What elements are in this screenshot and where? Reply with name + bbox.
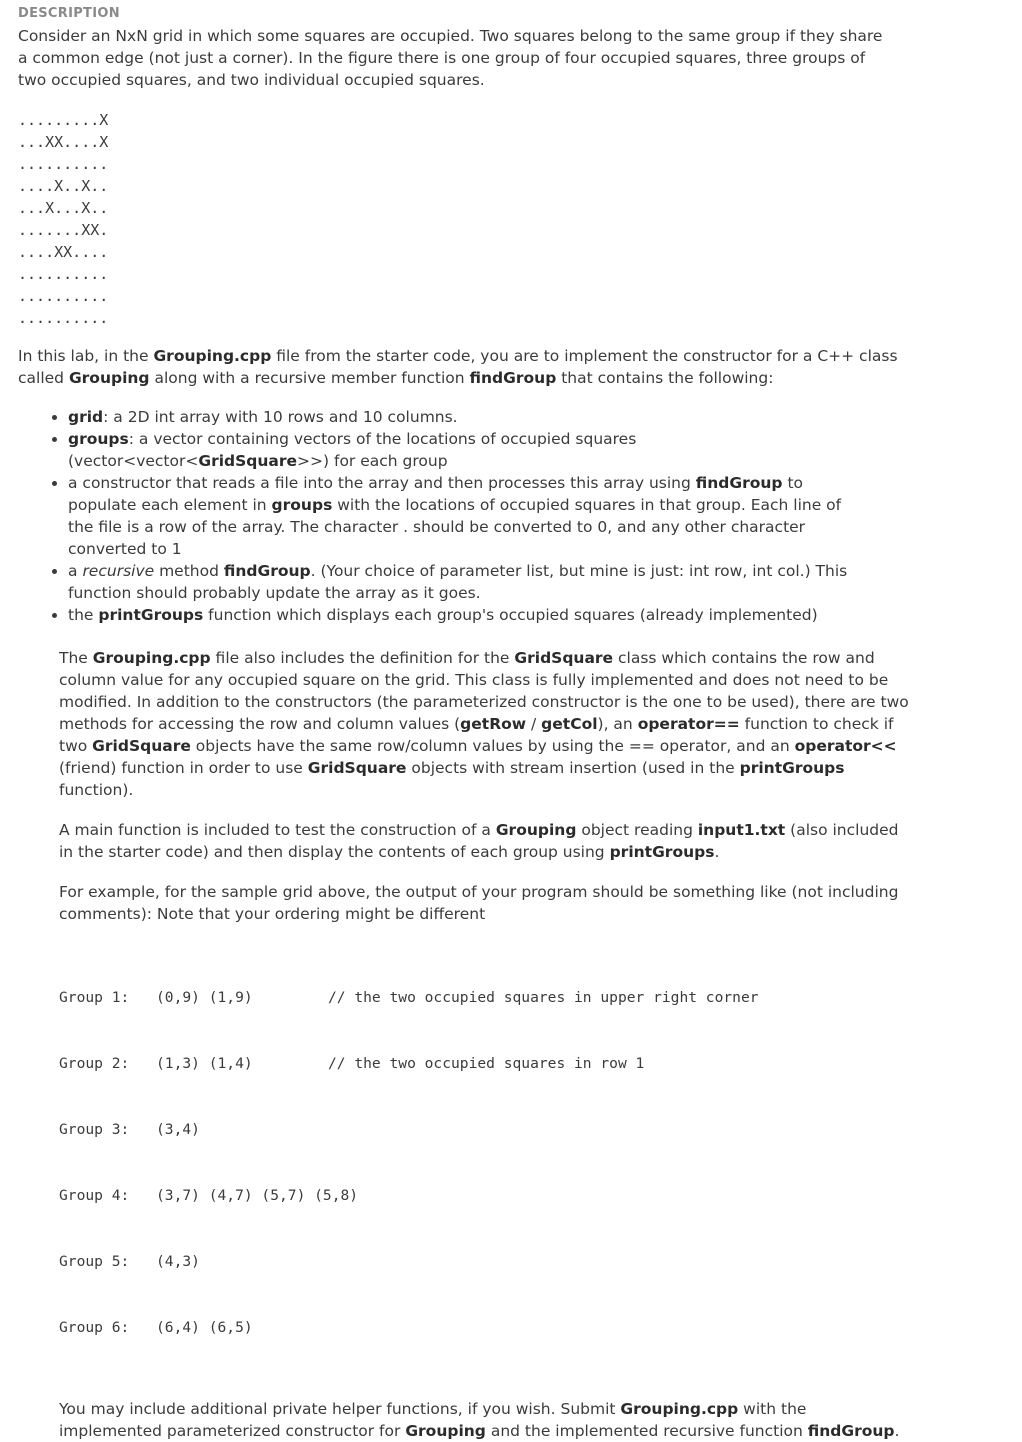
submit-paragraph: You may include additional private helper functions, if you wish. Submit Grouping.cpp with the implemented parameterized constructor for Grouping and the implemented recursive function findGroup. [59, 1400, 900, 1440]
output-row: Group 1: (0,9) (1,9) // the two occupied squares in upper right corner [59, 989, 759, 1006]
grid-row: .......... [18, 287, 109, 305]
grid-row: .......... [18, 155, 109, 173]
output-row: Group 5: (4,3) [59, 1253, 200, 1270]
grid-row: .......... [18, 265, 109, 283]
list-item-groups: • groups: a vector containing vectors of the locations of occupied squares (vector<vector<GridSquare>>) for each group [68, 428, 868, 472]
section-label: DESCRIPTION [18, 6, 120, 21]
output-row: Group 6: (6,4) (6,5) [59, 1319, 253, 1336]
assignment-description [18, 6, 1008, 1442]
sample-output [59, 943, 1008, 1383]
example-paragraph: For example, for the sample grid above, the output of your program should be something like (not including comments): Note that your ordering might be different [59, 883, 899, 923]
list-item-grid: • grid: a 2D int array with 10 rows and 10 columns. [68, 406, 868, 428]
lab-paragraph: In this lab, in the Grouping.cpp file from the starter code, you are to implement the constructor for a C++ class called Grouping along with a recursive member function findGroup that contains the following: [18, 347, 898, 387]
grid-row: .........X [18, 111, 109, 129]
list-item-constructor: • a constructor that reads a file into the array and then processes this array using findGroup to populate each element in groups with the locations of occupied squares in that group. Each line of the file is a row of the array. The character . should be converted to 0, and any other character converted to 1 [68, 472, 868, 560]
main-paragraph: A main function is included to test the construction of a Grouping object reading input1.txt (also included in the starter code) and then display the contents of each group using printGroups. [59, 821, 899, 861]
intro-paragraph: Consider an NxN grid in which some squares are occupied. Two squares belong to the same group if they share a common edge (not just a corner). In the figure there is one group of four occupied squares, three groups of two occupied squares, and two individual occupied squares. [18, 27, 883, 89]
sample-grid [18, 109, 1008, 329]
output-row: Group 3: (3,4) [59, 1121, 200, 1138]
gridsquare-paragraph: The Grouping.cpp file also includes the definition for the GridSquare class which contains the row and column value for any occupied square on the grid. This class is fully implemented and does not need to be modified. In addition to the constructors (the parameterized constructor is the one to be used), there are two methods for accessing the row and column values (getRow / getCol), an operator== function to check if two GridSquare objects have the same row/column values by using the == operator, and an operator<< (friend) function in order to use GridSquare objects with stream insertion (used in the printGroups function). [59, 649, 909, 799]
grid-row: ....X..X.. [18, 177, 109, 195]
list-item-findgroup: • a recursive method findGroup. (Your choice of parameter list, but mine is just: int row, int col.) This function should probably update the array as it goes. [68, 560, 868, 604]
grid-row: ....XX.... [18, 243, 109, 261]
grid-row: ...XX....X [18, 133, 109, 151]
output-row: Group 2: (1,3) (1,4) // the two occupied squares in row 1 [59, 1055, 645, 1072]
grid-row: .......... [18, 309, 109, 327]
grid-row: ...X...X.. [18, 199, 109, 217]
requirements-list [18, 406, 868, 626]
output-row: Group 4: (3,7) (4,7) (5,7) (5,8) [59, 1187, 359, 1204]
list-item-printgroups: • the printGroups function which displays each group's occupied squares (already implemented) [68, 604, 868, 626]
grid-row: .......XX. [18, 221, 109, 239]
